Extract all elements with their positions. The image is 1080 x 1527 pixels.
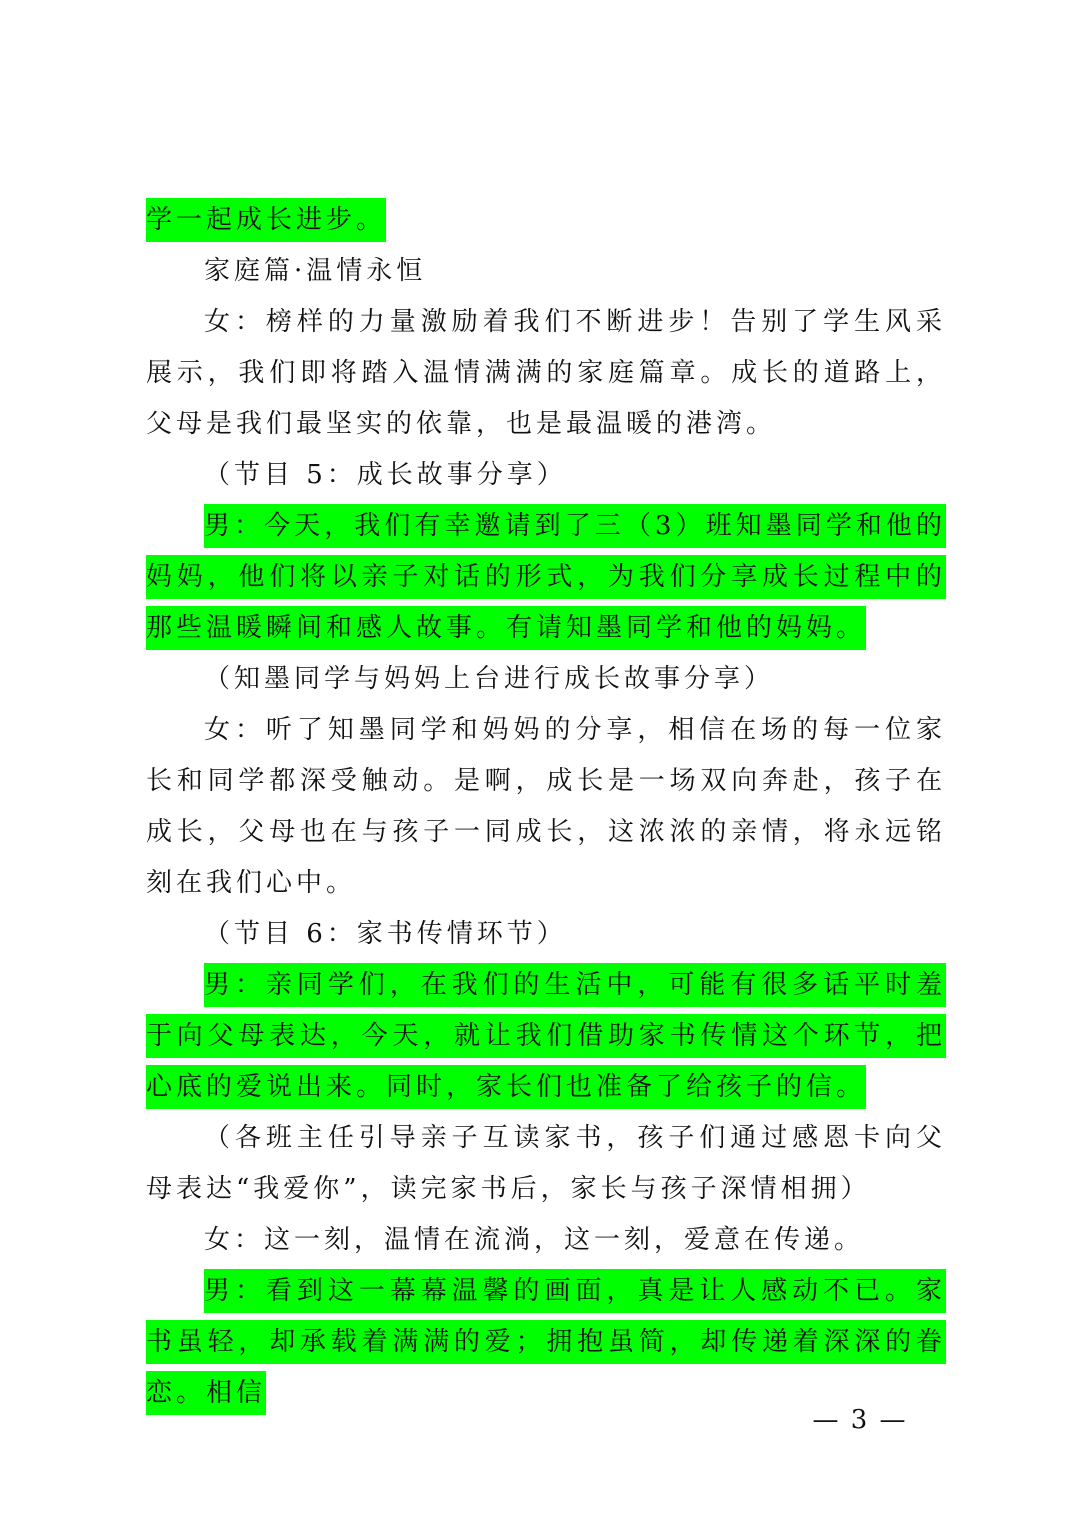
program-note: （节目 5：成长故事分享） [204,460,567,490]
paragraph-female-host: 女：听了知墨同学和妈妈的分享，相信在场的每一位家长和同学都深受触动。是啊，成长是一场双向奔赴，孩子在成长，父母也在与孩子一同成长，这浓浓的亲情，将永远铭刻在我们心中。 [146,715,946,898]
highlighted-text: 男：亲同学们，在我们的生活中，可能有很多话平时羞于向父母表达，今天，就让我们借助家书传情这个环节，把心底的爱说出来。同时，家长们也准备了给孩子的信。 [146,963,946,1109]
paragraph-continuation [146,195,946,246]
stage-direction: （知墨同学与妈妈上台进行成长故事分享） [204,664,775,694]
paragraph-female-host: 女：这一刻，温情在流淌，这一刻，爱意在传递。 [204,1225,865,1255]
stage-direction: （各班主任引导亲子互读家书，孩子们通过感恩卡向父母表达“我爱你”，读完家书后，家长与孩子深情相拥） [146,1123,946,1204]
paragraph-male-host [146,1266,946,1419]
paragraph-male-host [146,960,946,1113]
highlighted-text: 男：看到这一幕幕温馨的画面，真是让人感动不已。家书虽轻，却承载着满满的爱；拥抱虽简，却传递着深深的眷恋。相信 [146,1269,946,1415]
paragraph-female-host: 女：榜样的力量激励着我们不断进步！告别了学生风采展示，我们即将踏入温情满满的家庭篇章。成长的道路上，父母是我们最坚实的依靠，也是最温暖的港湾。 [146,307,946,439]
section-heading: 家庭篇·温情永恒 [204,256,427,286]
program-note: （节目 6：家书传情环节） [204,919,567,949]
paragraph-male-host [146,501,946,654]
highlighted-text: 男：今天，我们有幸邀请到了三（3）班知墨同学和他的妈妈，他们将以亲子对话的形式，为我们分享成长过程中的那些温暖瞬间和感人故事。有请知墨同学和他的妈妈。 [146,504,946,650]
page-number: — 3 — [812,1405,908,1435]
document-body [146,195,946,1419]
highlighted-text: 学一起成长进步。 [146,198,386,242]
